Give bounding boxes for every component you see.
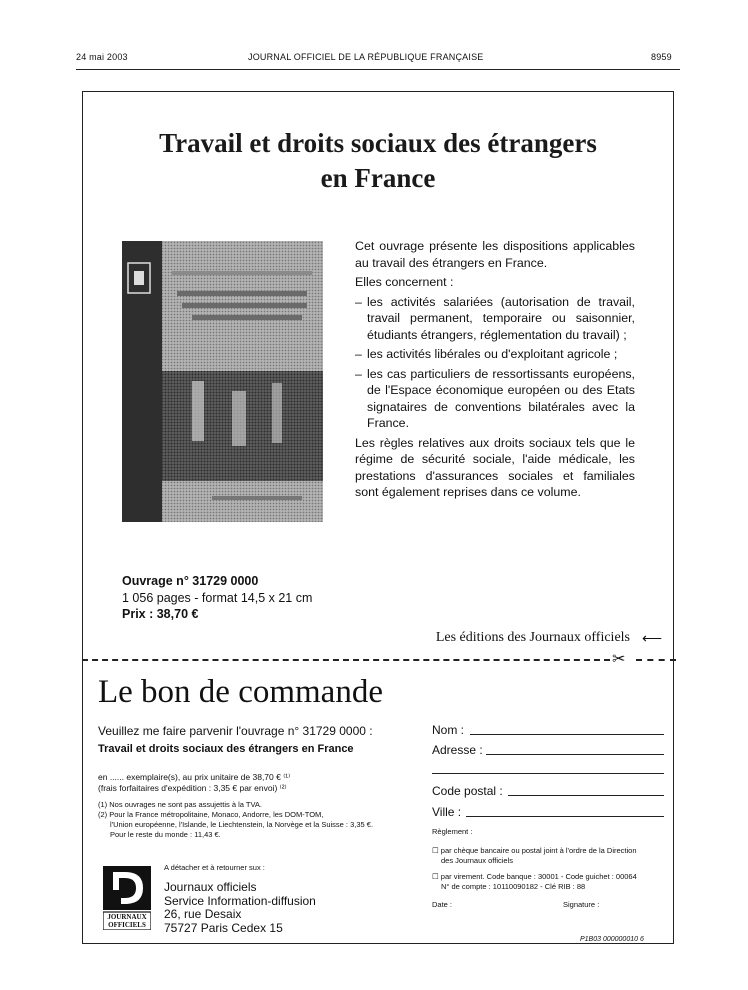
ouvrage-number: Ouvrage n° 31729 0000 bbox=[122, 574, 259, 588]
list-item: – les cas particuliers de ressortissants européens, de l'Espace économique européen ou des Etats signataires de conventions bilatérales avec la France. bbox=[355, 366, 635, 432]
adresse-field[interactable] bbox=[486, 754, 664, 755]
description-concern: Elles concernent : bbox=[355, 275, 454, 289]
title-line-2: en France bbox=[320, 163, 436, 193]
order-note-2a: (2) Pour la France métropolitaine, Monaco, Andorre, les DOM-TOM, bbox=[98, 810, 324, 819]
address-line: Journaux officiels bbox=[164, 880, 257, 894]
ville-field[interactable] bbox=[466, 816, 664, 817]
order-quantity-line: en ...... exemplaire(s), au prix unitaire de 38,70 € ⁽¹⁾ bbox=[98, 772, 291, 782]
logo-text-line: JOURNAUX bbox=[107, 913, 147, 921]
advert-title bbox=[100, 126, 656, 196]
cheque-text: des Journaux officiels bbox=[441, 855, 513, 865]
description-closing: Les règles relatives aux droits sociaux tels que le régime de sécurité sociale, l'aide médicale, les prestations d'assurances sociales et familiales sont également reprises dans ce volume. bbox=[355, 435, 635, 499]
title-line-1: Travail et droits sociaux des étrangers bbox=[159, 128, 597, 158]
book-format: 1 056 pages - format 14,5 x 21 cm bbox=[122, 590, 313, 605]
address-line: 75727 Paris Cedex 15 bbox=[164, 920, 283, 935]
order-book-title: Travail et droits sociaux des étrangers en France bbox=[98, 743, 354, 755]
book-price: Prix : 38,70 € bbox=[122, 607, 199, 621]
detach-instruction: A détacher et à retourner sux : bbox=[164, 863, 265, 872]
header-date: 24 mai 2003 bbox=[76, 52, 128, 62]
order-note-2c: Pour le reste du monde : 11,43 €. bbox=[110, 830, 221, 839]
adresse-label: Adresse : bbox=[432, 743, 483, 757]
arrow-left-icon: ⟵ bbox=[642, 630, 663, 646]
logo-text bbox=[104, 913, 150, 929]
cut-line-end bbox=[636, 659, 676, 661]
description-list bbox=[355, 294, 635, 432]
cheque-text: ☐ par chèque bancaire ou postal joint à l'ordre de la Direction bbox=[432, 846, 637, 855]
address-line: Service Information-diffusion bbox=[164, 893, 316, 908]
order-note-2b: l'Union européenne, l'Islande, le Liechtenstein, la Norvège et la Suisse : 3,35 €. bbox=[110, 820, 374, 829]
virement-text: N° de compte : 10110090182 - Clé RIB : 88 bbox=[441, 881, 586, 891]
order-left-column bbox=[98, 724, 418, 840]
book-reference bbox=[122, 573, 312, 623]
code-postal-label: Code postal : bbox=[432, 784, 503, 798]
order-request: Veuillez me faire parvenir l'ouvrage n° 31729 0000 : bbox=[98, 724, 373, 738]
code-postal-field[interactable] bbox=[508, 795, 664, 796]
header-page-number: 8959 bbox=[651, 52, 672, 62]
book-cover-image bbox=[122, 241, 323, 522]
logo-text-line: OFFICIELS bbox=[108, 921, 146, 929]
return-address bbox=[164, 881, 316, 935]
nom-field[interactable] bbox=[470, 734, 664, 735]
ville-label: Ville : bbox=[432, 805, 462, 819]
cheque-option[interactable] bbox=[432, 846, 637, 865]
nom-label: Nom : bbox=[432, 723, 465, 737]
reglement-label: Règlement : bbox=[432, 827, 473, 836]
journaux-officiels-logo bbox=[103, 866, 151, 930]
book-description bbox=[355, 238, 635, 504]
scissors-icon: ✂ bbox=[612, 651, 626, 668]
adresse-field-line-2[interactable] bbox=[432, 773, 664, 774]
address-line: 26, rue Desaix bbox=[164, 907, 242, 921]
signature-label: Signature : bbox=[563, 900, 600, 909]
list-item: – les activités salariées (autorisation de travail, travail permanent, temporaire ou saisonnier, étudiants étrangers, réglementation du travail) ; bbox=[355, 294, 635, 344]
order-form-heading: Le bon de commande bbox=[98, 674, 383, 710]
header-rule bbox=[76, 69, 680, 70]
header-journal-title: JOURNAL OFFICIEL DE LA RÉPUBLIQUE FRANÇAISE bbox=[248, 52, 484, 62]
date-label: Date : bbox=[432, 900, 453, 909]
order-note-1: (1) Nos ouvrages ne sont pas assujettis à la TVA. bbox=[98, 800, 262, 809]
list-item: – les activités libérales ou d'exploitant agricole ; bbox=[355, 346, 635, 363]
publisher-name: Les éditions des Journaux officiels bbox=[435, 630, 630, 645]
description-intro: Cet ouvrage présente les dispositions applicables au travail des étrangers en France. bbox=[355, 239, 635, 270]
footer-code: P1B03 000000010 6 bbox=[580, 936, 644, 943]
virement-text: ☐ par virement. Code banque : 30001 - Code guichet : 00064 bbox=[432, 872, 637, 881]
order-shipping-line: (frais forfaitaires d'expédition : 3,35 € par envoi) ⁽²⁾ bbox=[98, 783, 287, 793]
cut-line bbox=[82, 659, 610, 661]
virement-option[interactable] bbox=[432, 872, 637, 891]
